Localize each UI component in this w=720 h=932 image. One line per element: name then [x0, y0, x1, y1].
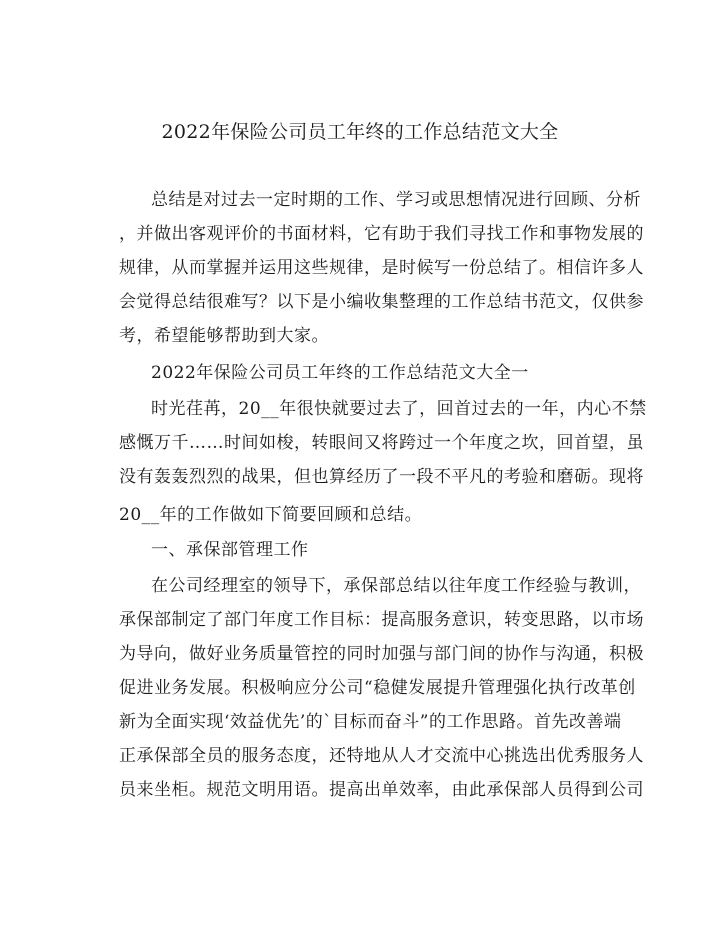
paragraph-line: 正承保部全员的服务态度，还特地从人才交流中心挑选出优秀服务人 — [119, 746, 644, 766]
paragraph-line: 员来坐柜。规范文明用语。提高出单效率，由此承保部人员得到公司 — [119, 780, 644, 800]
paragraph-line: 规律，从而掌握并运用这些规律，是时候写一份总结了。相信许多人 — [119, 258, 644, 278]
paragraph-line: 时光荏苒，20__年很快就要过去了，回首过去的一年，内心不禁 — [151, 399, 647, 419]
document-title: 2022年保险公司员工年终的工作总结范文大全 — [161, 121, 559, 143]
paragraph-line: 承保部制定了部门年度工作目标：提高服务意识，转变思路，以市场 — [119, 610, 644, 630]
section-heading: 2022年保险公司员工年终的工作总结范文大全一 — [151, 363, 529, 383]
paragraph-line: 会觉得总结很难写？以下是小编收集整理的工作总结书范文，仅供参 — [119, 292, 644, 312]
paragraph-line: 考，希望能够帮助到大家。 — [119, 326, 329, 346]
paragraph-line: 促进业务发展。积极响应分公司“稳健发展提升管理强化执行改革创 — [119, 678, 636, 698]
section-heading: 一、承保部管理工作 — [151, 540, 309, 560]
paragraph-line: 没有轰轰烈烈的战果，但也算经历了一段不平凡的考验和磨砺。现将 — [119, 467, 644, 487]
paragraph-line: 20__年的工作做如下简要回顾和总结。 — [119, 505, 423, 525]
paragraph-line: 总结是对过去一定时期的工作、学习或思想情况进行回顾、分析 — [151, 190, 641, 210]
paragraph-line: 在公司经理室的领导下，承保部总结以往年度工作经验与教训， — [151, 576, 641, 596]
paragraph-line: 新为全面实现‘效益优先’的`目标而奋斗”的工作思路。首先改善端 — [119, 712, 622, 732]
paragraph-line: 为导向，做好业务质量管控的同时加强与部门间的协作与沟通，积极 — [119, 644, 644, 664]
paragraph-line: 感慨万千……时间如梭，转眼间又将跨过一个年度之坎，回首望，虽 — [119, 433, 644, 453]
paragraph-line: ，并做出客观评价的书面材料，它有助于我们寻找工作和事物发展的 — [119, 224, 644, 244]
